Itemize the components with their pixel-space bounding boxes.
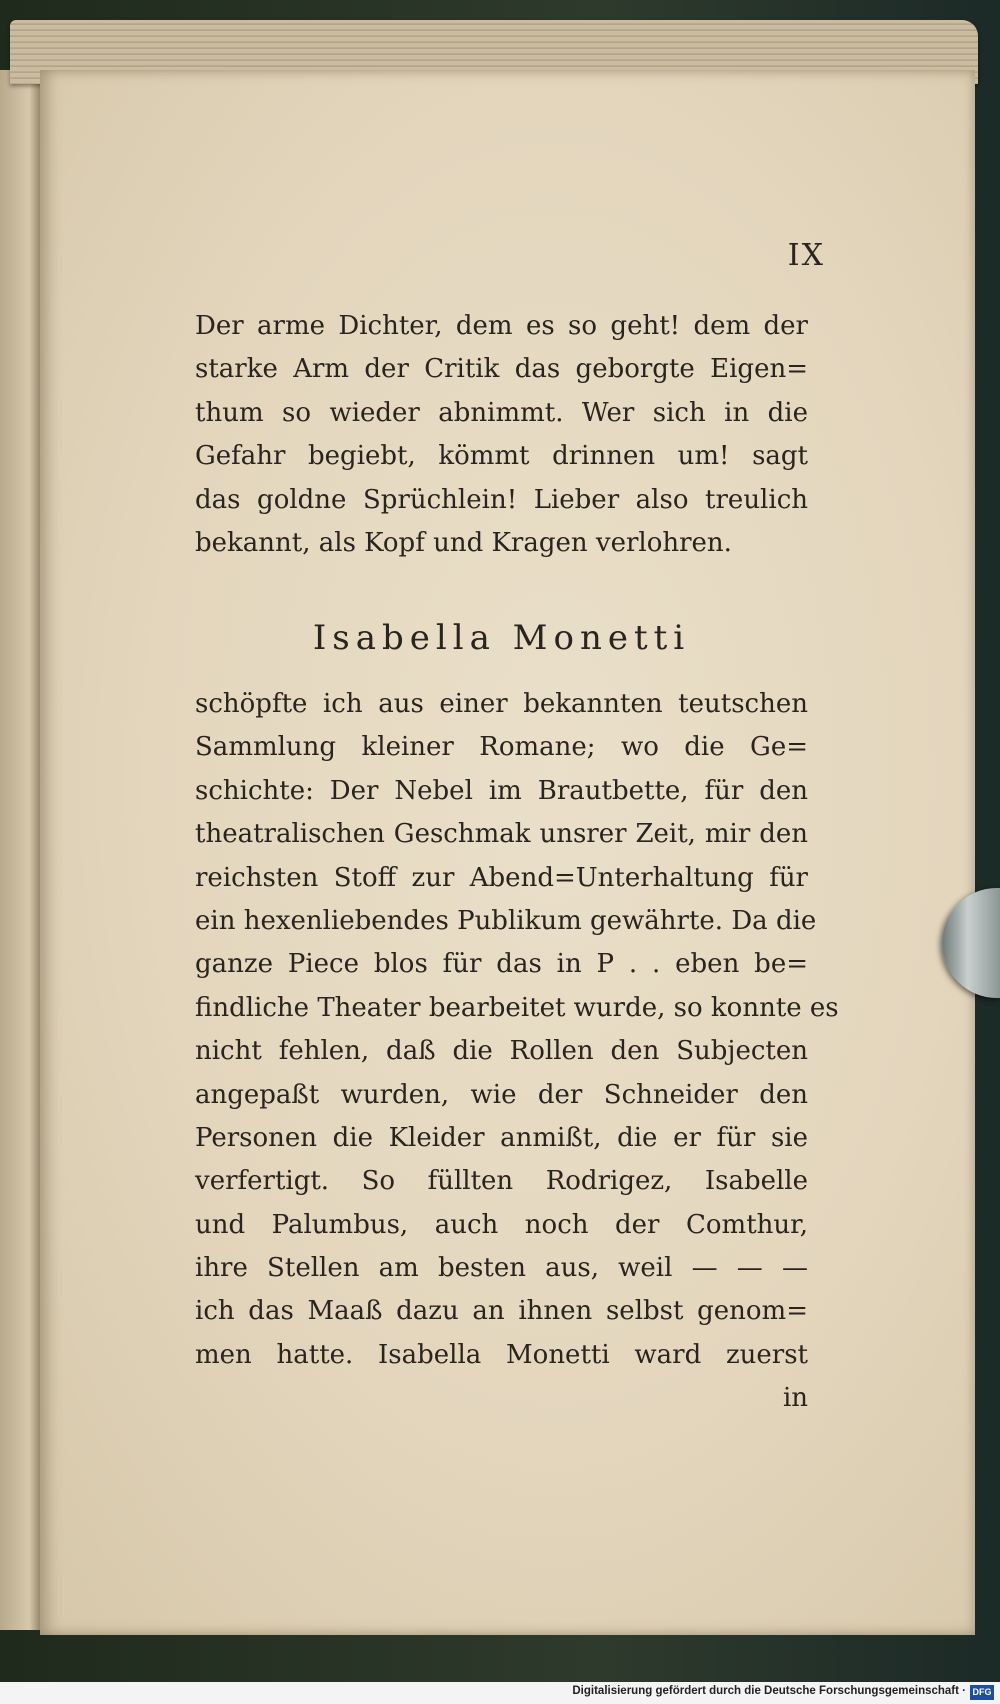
text-line: schichte: Der Nebel im Brautbette, für den: [195, 775, 808, 806]
text-line: das goldne Sprüchlein! Lieber also treulich: [195, 484, 808, 515]
text-line: Personen die Kleider anmißt, die er für sie: [195, 1122, 808, 1153]
text-line: reichsten Stoff zur Abend=Unterhaltung für: [195, 862, 808, 893]
text-line: Sammlung kleiner Romane; wo die Ge=: [195, 732, 808, 763]
text-line: schöpfte ich aus einer bekannten teutschen: [195, 689, 808, 719]
text-line: ich das Maaß dazu an ihnen selbst genom=: [195, 1296, 808, 1327]
paragraph-main: [195, 683, 839, 1421]
section-heading: Isabella Monetti: [312, 618, 691, 658]
dfg-logo-icon: DFG: [970, 1685, 994, 1700]
text-line: starke Arm der Critik das geborgte Eigen=: [195, 354, 808, 385]
text-line: ganze Piece blos für das in P . . eben be=: [195, 949, 808, 980]
text-line: findliche Theater bearbeitet wurde, so konnte es: [195, 992, 839, 1023]
text-line: nicht fehlen, daß die Rollen den Subjecten: [195, 1036, 808, 1067]
text-line: angepaßt wurden, wie der Schneider den: [195, 1079, 808, 1110]
paragraph-intro: [195, 305, 808, 565]
text-line: thum so wieder abnimmt. Wer sich in die: [195, 397, 808, 428]
text-line: theatralischen Geschmak unsrer Zeit, mir den: [195, 819, 808, 850]
text-line: ihre Stellen am besten aus, weil — — —: [195, 1253, 808, 1284]
page-number: IX: [787, 238, 825, 273]
text-line: Der arme Dichter, dem es so geht! dem der: [195, 311, 808, 341]
text-line: bekannt, als Kopf und Kragen verlohren.: [195, 527, 732, 558]
text-line: verfertigt. So füllten Rodrigez, Isabelle: [195, 1166, 808, 1197]
text-line: und Palumbus, auch noch der Comthur,: [195, 1209, 808, 1240]
catchword: in: [782, 1383, 808, 1414]
facing-page-edge: [0, 70, 44, 1630]
text-line: Gefahr begiebt, kömmt drinnen um! sagt: [195, 441, 808, 472]
text-line: ein hexenliebendes Publikum gewährte. Da die: [195, 905, 817, 936]
digitization-credit: Digitalisierung gefördert durch die Deutsche Forschungsgemeinschaft ·: [572, 1685, 966, 1697]
text-line: men hatte. Isabella Monetti ward zuerst: [195, 1339, 808, 1370]
